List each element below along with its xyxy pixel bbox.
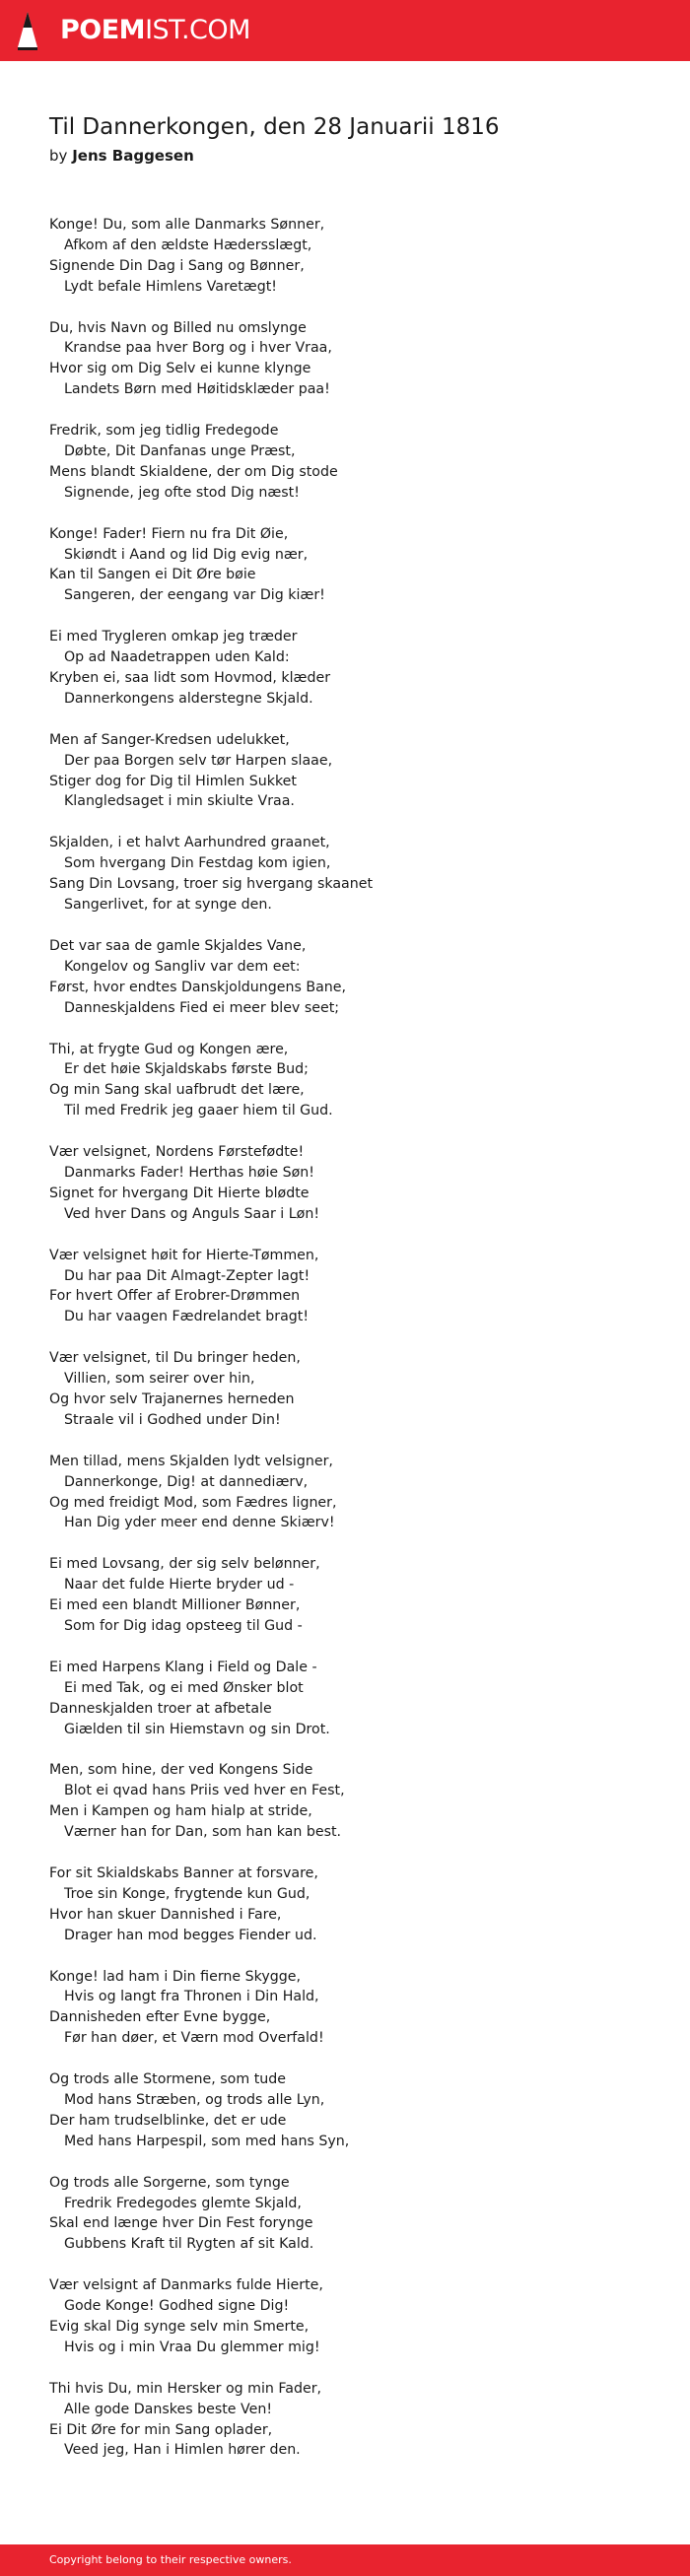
- poem-line: For hvert Offer af Erobrer-Drømmen: [49, 1288, 301, 1305]
- copyright-text: Copyright belong to their respective owners.: [49, 2553, 292, 2566]
- poem-line: Men, som hine, der ved Kongens Side: [49, 1762, 313, 1779]
- stanza: [49, 1348, 641, 1431]
- poem-line: Konge! Fader! Fiern nu fra Dit Øie,: [49, 525, 289, 542]
- poem-line: Dannerkongens alderstegne Skjald.: [64, 690, 313, 707]
- poem-line: Det var saa de gamle Skjaldes Vane,: [49, 937, 307, 954]
- poem-line: Ei med Trygleren omkap jeg træder: [49, 629, 298, 645]
- poem-line: Veed jeg, Han i Himlen hører den.: [64, 2442, 301, 2459]
- poem-title: Til Dannerkongen, den 28 Januarii 1816: [49, 114, 500, 140]
- stanza: [49, 1658, 641, 1740]
- poem-line: Hvor sig om Dig Selv ei kunne klynge: [49, 361, 311, 377]
- poem-line: Fredrik Fredegodes glemte Skjald,: [64, 2195, 302, 2211]
- poem-line: Ei Dit Øre for min Sang oplader,: [49, 2421, 273, 2438]
- poem-line: Dannisheden efter Evne bygge,: [49, 2009, 271, 2026]
- poem-line: Drager han mod begges Fiender ud.: [64, 1927, 317, 1943]
- stanza: [49, 2275, 641, 2358]
- poem-line: Mod hans Stræben, og trods alle Lyn,: [64, 2092, 325, 2109]
- poem-line: Sangerlivet, for at synge den.: [64, 897, 272, 914]
- poem-line: Er det høie Skjaldskabs første Bud;: [64, 1061, 309, 1078]
- poem-line: Før han døer, et Værn mod Overfald!: [64, 2030, 324, 2047]
- poem-line: Naar det fulde Hierte bryder ud -: [64, 1577, 295, 1593]
- poem-line: Men i Kampen og ham hialp at stride,: [49, 1803, 312, 1820]
- poem-line: Signende, jeg ofte stod Dig næst!: [64, 484, 300, 501]
- poem-line: Men af Sanger-Kredsen udelukket,: [49, 731, 290, 748]
- poem-line: Du har paa Dit Almagt-Zepter lagt!: [64, 1267, 310, 1284]
- stanza: [49, 1142, 641, 1225]
- poem-line: Sangeren, der eengang var Dig kiær!: [64, 587, 325, 604]
- author-name: Jens Baggesen: [72, 147, 194, 165]
- poem-line: Hvor han skuer Dannished i Fare,: [49, 1906, 282, 1923]
- logo-bold: POEM: [60, 15, 146, 45]
- poem-line: Kan til Sangen ei Dit Øre bøie: [49, 567, 256, 583]
- poem-line: Alle gode Danskes beste Ven!: [64, 2401, 273, 2417]
- stanza: [49, 215, 641, 298]
- poem-line: Og hvor selv Trajanernes herneden: [49, 1390, 295, 1407]
- poem-line: Gubbens Kraft til Rygten af sit Kald.: [64, 2236, 314, 2253]
- poem-line: Danneskjalden troer at afbetale: [49, 1700, 272, 1717]
- poem-line: Blot ei qvad hans Priis ved hver en Fest,: [64, 1783, 345, 1799]
- stanza: [49, 1967, 641, 2050]
- poem-line: Der ham trudselblinke, det er ude: [49, 2112, 287, 2129]
- poem-line: Krandse paa hver Borg og i hver Vraa,: [64, 340, 332, 357]
- poem-line: Vær velsignet, til Du bringer heden,: [49, 1350, 301, 1367]
- poem-line: Thi hvis Du, min Hersker og min Fader,: [49, 2380, 322, 2397]
- poem-line: Vær velsignet høit for Hierte-Tømmen,: [49, 1247, 319, 1263]
- poem-line: Og min Sang skal uafbrudt det lære,: [49, 1082, 305, 1099]
- poem-line: Ei med Lovsang, der sig selv belønner,: [49, 1556, 320, 1573]
- poem-line: Evig skal Dig synge selv min Smerte,: [49, 2319, 310, 2336]
- poem-line: Ved hver Dans og Anguls Saar i Løn!: [64, 1205, 320, 1222]
- poem-line: Danmarks Fader! Herthas høie Søn!: [64, 1164, 314, 1181]
- poem-line: Og trods alle Sorgerne, som tynge: [49, 2174, 290, 2191]
- poem-line: Gode Konge! Godhed signe Dig!: [64, 2298, 290, 2315]
- poem-line: Skiøndt i Aand og lid Dig evig nær,: [64, 546, 309, 563]
- poem-line: Vær velsignet, Nordens Førstefødte!: [49, 1144, 305, 1161]
- poem-line: Mens blandt Skialdene, der om Dig stode: [49, 463, 338, 480]
- poem-line: Hvis og i min Vraa Du glemmer mig!: [64, 2339, 320, 2355]
- poem-line: Troe sin Konge, frygtende kun Gud,: [64, 1885, 310, 1902]
- poem-line: Vær velsignt af Danmarks fulde Hierte,: [49, 2277, 323, 2294]
- stanza: [49, 421, 641, 504]
- poem-line: Han Dig yder meer end denne Skiærv!: [64, 1515, 335, 1531]
- poem-line: Villien, som seirer over hin,: [64, 1371, 255, 1388]
- poem-line: Landets Børn med Høitidsklæder paa!: [64, 381, 330, 398]
- poem-line: Kryben ei, saa lidt som Hovmod, klæder: [49, 670, 331, 687]
- poem-line: Fredrik, som jeg tidlig Fredegode: [49, 423, 279, 440]
- poem-line: Men tillad, mens Skjalden lydt velsigner,: [49, 1453, 333, 1469]
- top-bar: [0, 0, 690, 61]
- poem-line: Signende Din Dag i Sang og Bønner,: [49, 257, 305, 274]
- poem-line: Du har vaagen Fædrelandet bragt!: [64, 1309, 310, 1325]
- poem-line: Stiger dog for Dig til Himlen Sukket: [49, 773, 297, 789]
- site-logo[interactable]: [60, 15, 250, 46]
- stanza: [49, 2173, 641, 2256]
- stanza: [49, 833, 641, 915]
- poem-line: Og med freidigt Mod, som Fædres ligner,: [49, 1494, 337, 1511]
- poem-line: Som hvergang Din Festdag kom igien,: [64, 855, 331, 872]
- stanza: [49, 2069, 641, 2152]
- poem-line: Dannerkonge, Dig! at dannediærv,: [64, 1473, 309, 1490]
- byline-prefix: by: [49, 147, 68, 165]
- poem-line: Ei med een blandt Millioner Bønner,: [49, 1597, 301, 1614]
- poem-line: Sang Din Lovsang, troer sig hvergang skaanet: [49, 876, 374, 893]
- poem-line: Signet for hvergang Dit Hierte blødte: [49, 1185, 310, 1201]
- poem-body: [49, 215, 641, 2481]
- poem-line: Døbte, Dit Danfanas unge Præst,: [64, 443, 296, 460]
- poem-line: Hvis og langt fra Thronen i Din Hald,: [64, 1989, 319, 2005]
- poem-line: Kongelov og Sangliv var dem eet:: [64, 958, 301, 975]
- poem-line: Klangledsaget i min skiulte Vraa.: [64, 793, 295, 810]
- poem-line: Der paa Borgen selv tør Harpen slaae,: [64, 752, 333, 769]
- stanza: [49, 1040, 641, 1122]
- poem-line: Afkom af den ældste Hædersslægt,: [64, 237, 312, 253]
- stanza: [49, 936, 641, 1019]
- byline: [49, 146, 194, 166]
- poem-line: Konge! Du, som alle Danmarks Sønner,: [49, 217, 325, 233]
- stanza: [49, 318, 641, 401]
- stanza: [49, 524, 641, 607]
- pencil-icon[interactable]: [17, 11, 38, 51]
- poem-line: Lydt befale Himlens Varetægt!: [64, 278, 277, 295]
- poem-line: Værner han for Dan, som han kan best.: [64, 1824, 342, 1841]
- poem-line: Thi, at frygte Gud og Kongen ære,: [49, 1041, 289, 1057]
- stanza: [49, 627, 641, 710]
- poem-line: Med hans Harpespil, som med hans Syn,: [64, 2133, 350, 2149]
- poem-line: Til med Fredrik jeg gaaer hiem til Gud.: [64, 1103, 333, 1119]
- stanza: [49, 2379, 641, 2462]
- poem-line: Du, hvis Navn og Billed nu omslynge: [49, 319, 307, 336]
- stanza: [49, 1864, 641, 1946]
- stanza: [49, 1452, 641, 1534]
- poem-line: Giælden til sin Hiemstavn og sin Drot.: [64, 1721, 330, 1737]
- stanza: [49, 730, 641, 813]
- poem-line: Op ad Naadetrappen uden Kald:: [64, 649, 290, 666]
- stanza: [49, 1554, 641, 1637]
- poem-line: Straale vil i Godhed under Din!: [64, 1411, 281, 1428]
- poem-line: Og trods alle Stormene, som tude: [49, 2071, 286, 2088]
- poem-line: Ei med Tak, og ei med Ønsker blot: [64, 1679, 304, 1696]
- poem-line: Skjalden, i et halvt Aarhundred graanet,: [49, 835, 330, 851]
- poem-line: Først, hvor endtes Danskjoldungens Bane,: [49, 979, 347, 995]
- stanza: [49, 1246, 641, 1328]
- poem-line: Ei med Harpens Klang i Field og Dale -: [49, 1659, 317, 1675]
- poem-line: Som for Dig idag opsteeg til Gud -: [64, 1617, 303, 1634]
- stanza: [49, 1760, 641, 1843]
- footer-bar: [0, 2544, 690, 2576]
- poem-line: Skal end længe hver Din Fest forynge: [49, 2215, 313, 2232]
- poem-line: For sit Skialdskabs Banner at forsvare,: [49, 1865, 318, 1881]
- logo-rest: IST.COM: [145, 15, 250, 45]
- poem-line: Konge! lad ham i Din fierne Skygge,: [49, 1968, 302, 1985]
- poem-line: Danneskjaldens Fied ei meer blev seet;: [64, 999, 340, 1016]
